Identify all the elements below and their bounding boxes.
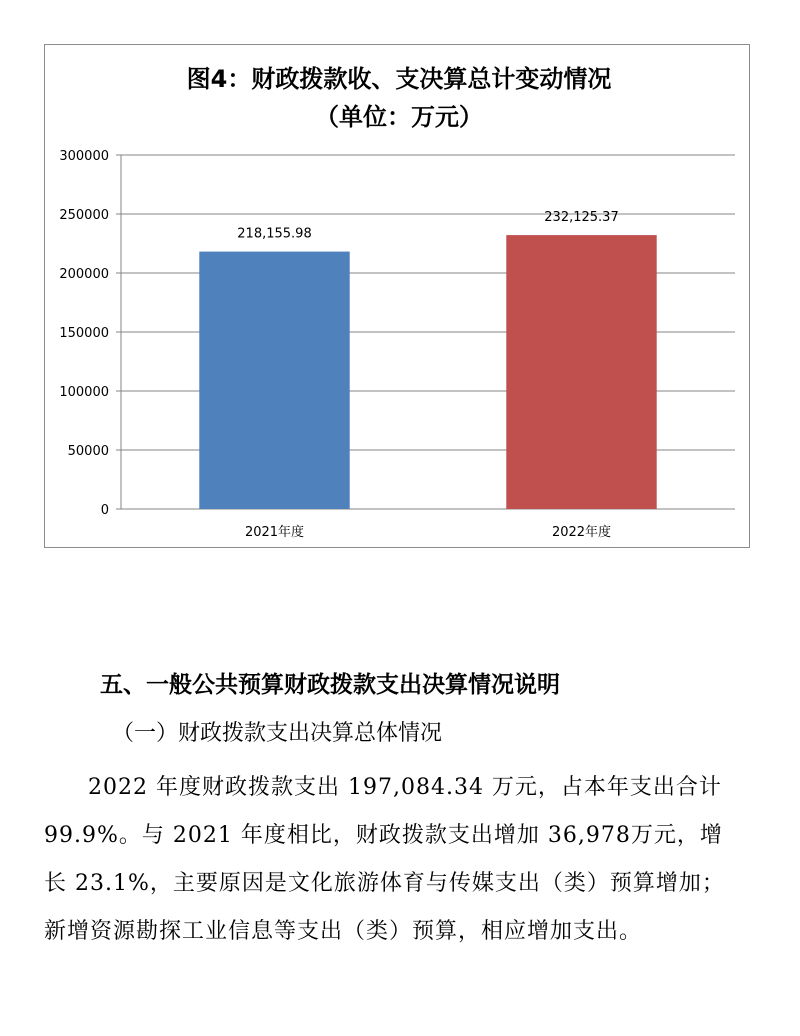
- y-tick-label: 100000: [59, 385, 109, 400]
- body-paragraph: 2022 年度财政拨款支出 197,084.34 万元，占本年支出合计 99.9%。与 2021 年度相比，财政拨款支出增加 36,978万元，增长 23.1%，主要原因是文化旅游体育与传媒支出（类）预算增加；新增资源勘探工业信息等支出（类）预算，相应增加支出。: [44, 775, 725, 944]
- y-tick-label: 150000: [59, 326, 109, 341]
- bar: [199, 252, 349, 509]
- bar-chart: [45, 45, 749, 547]
- subsection-title: （一）财政拨款支出决算总体情况: [112, 721, 443, 746]
- y-tick-label: 50000: [67, 444, 109, 459]
- y-tick-label: 0: [100, 503, 109, 518]
- y-tick-label: 250000: [59, 208, 109, 223]
- data-label: 218,155.98: [237, 226, 312, 242]
- chart-subtitle: （单位：万元）: [315, 103, 483, 131]
- y-tick-label: 300000: [59, 149, 109, 164]
- y-tick-label: 200000: [59, 267, 109, 282]
- chart-title: 图4：财政拨款收、支决算总计变动情况: [186, 65, 612, 93]
- x-tick-label: 2021年度: [244, 525, 305, 540]
- bar: [506, 235, 656, 509]
- chart-frame: [44, 44, 750, 548]
- section-title: 五、一般公共预算财政拨款支出决算情况说明: [100, 672, 560, 698]
- x-tick-label: 2022年度: [551, 525, 612, 540]
- data-label: 232,125.37: [544, 210, 619, 226]
